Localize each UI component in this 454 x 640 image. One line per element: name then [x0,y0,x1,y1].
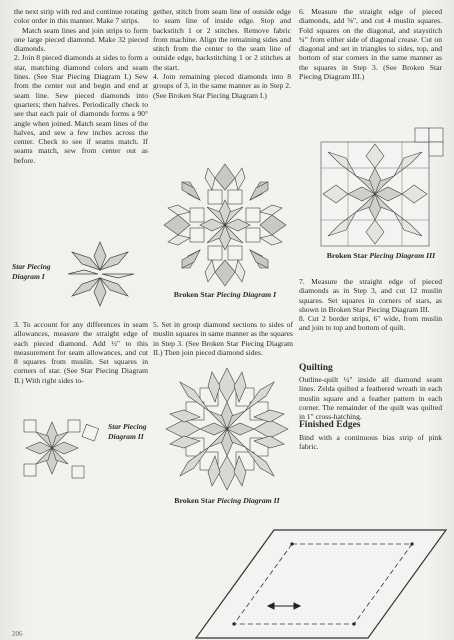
caption: Broken Star Piecing Diagram III [326,251,436,260]
paragraph: 7. Measure the straight edge of pieced diamonds as in Step 3, and cut 12 muslin squares. Set squares in corners of stars, as shown in Broken Star Piecing Diagram III. [299,277,442,314]
caption: Star Piecing Diagram II [108,422,147,441]
instructions-column-3-lower [299,277,442,333]
broken-star-piecing-diagram-2 [160,362,294,496]
paragraph: 6. Measure the straight edge of pieced diamonds, add ⅜", and cut 4 muslin squares. Fold squares on the diagonal, and staystitch ¼" from either side of diagonal crease. Cut on diagonal and set in triangles to sides, top, and bottom of star corners in the same manner as the squares in Step 3. (See Broken Star Piecing Diagram III.) [299,7,442,82]
caption: Broken Star Piecing Diagram II [174,496,280,505]
star-piecing-diagram-1 [52,230,148,312]
star-piecing-diagram-2 [8,404,104,490]
instructions-column-3 [299,7,442,81]
paragraph: Match seam lines and join strips to form one large pieced diamond. Make 32 pieced diamonds. [14,25,148,54]
paragraph: 4. Join remaining pieced diamonds into 8 groups of 3, in the same manner as in Step 2. (See Broken Star Piecing Diagram I.) [153,72,291,100]
instructions-column-1 [14,7,148,165]
quilt-border-diagram [192,520,452,640]
caption: Star Piecing Diagram I [12,262,51,281]
paragraph: 2. Join 8 pieced diamonds at sides to form a star, matching diamond colors and seam lines. (See Star Piecing Diagram I.) Sew from the center out and begin and end at seam line. Sew pieced diamonds into quarters; then halves. Periodically check to see that each pair of diamonds forms a 90° angle when joined. Match seam lines of the halves, and sew a few inches across the center. Check to see if seams match. If seams match, sew from center out as before. [14,53,148,165]
paragraph: 3. To account for any differences in seam allowances, measure the straight edge of each pieced diamond. Add ½" to this measurement for seam allowances, and cut 8 squares from muslin. Set squares in corners of star. (See Star Piecing Diagram II.) With right sides to- [14,320,148,385]
paragraph: gether, stitch from seam line of outside edge to seam line of inside edge. Stop and backstitch 1 or 2 stitches. Remove fabric from machine. Align the remaining sides and stitch from the center to the seam line of outside edge, backstitching 1 or 2 stitches at the start. [153,7,291,72]
paragraph: 8. Cut 2 border strips, 6" wide, from muslin and join to top and bottom of quilt. [299,314,442,333]
quilting-text: Outline-quilt ¼" inside all diamond seam lines. Zelda quilted a feathered wreath in each muslin square and a feather pattern in each corner. The remainder of the quilt was quilted in 1" cross-hatching. [299,375,442,422]
instructions-column-1-lower [14,320,148,385]
instructions-column-2 [153,7,291,100]
broken-star-piecing-diagram-3 [318,124,444,250]
broken-star-piecing-diagram-1 [160,160,290,290]
finished-edges-text: Bind with a continuous bias strip of pink fabric. [299,433,442,452]
paragraph: the next strip with red and continue rotating color order in this manner. Make 7 strips. [14,7,148,26]
instructions-column-2-lower [153,320,293,357]
caption: Broken Star Piecing Diagram I [173,290,277,299]
paragraph: 5. Set in group diamond sections to sides of muslin squares in same manner as the squares in Step 3. (See Broken Star Piecing Diagram II.) Then join pieced diamond sides. [153,320,293,357]
finished-edges-heading: Finished Edges [299,420,361,430]
quilting-heading: Quilting [299,363,333,373]
page-number: 206 [12,630,23,638]
